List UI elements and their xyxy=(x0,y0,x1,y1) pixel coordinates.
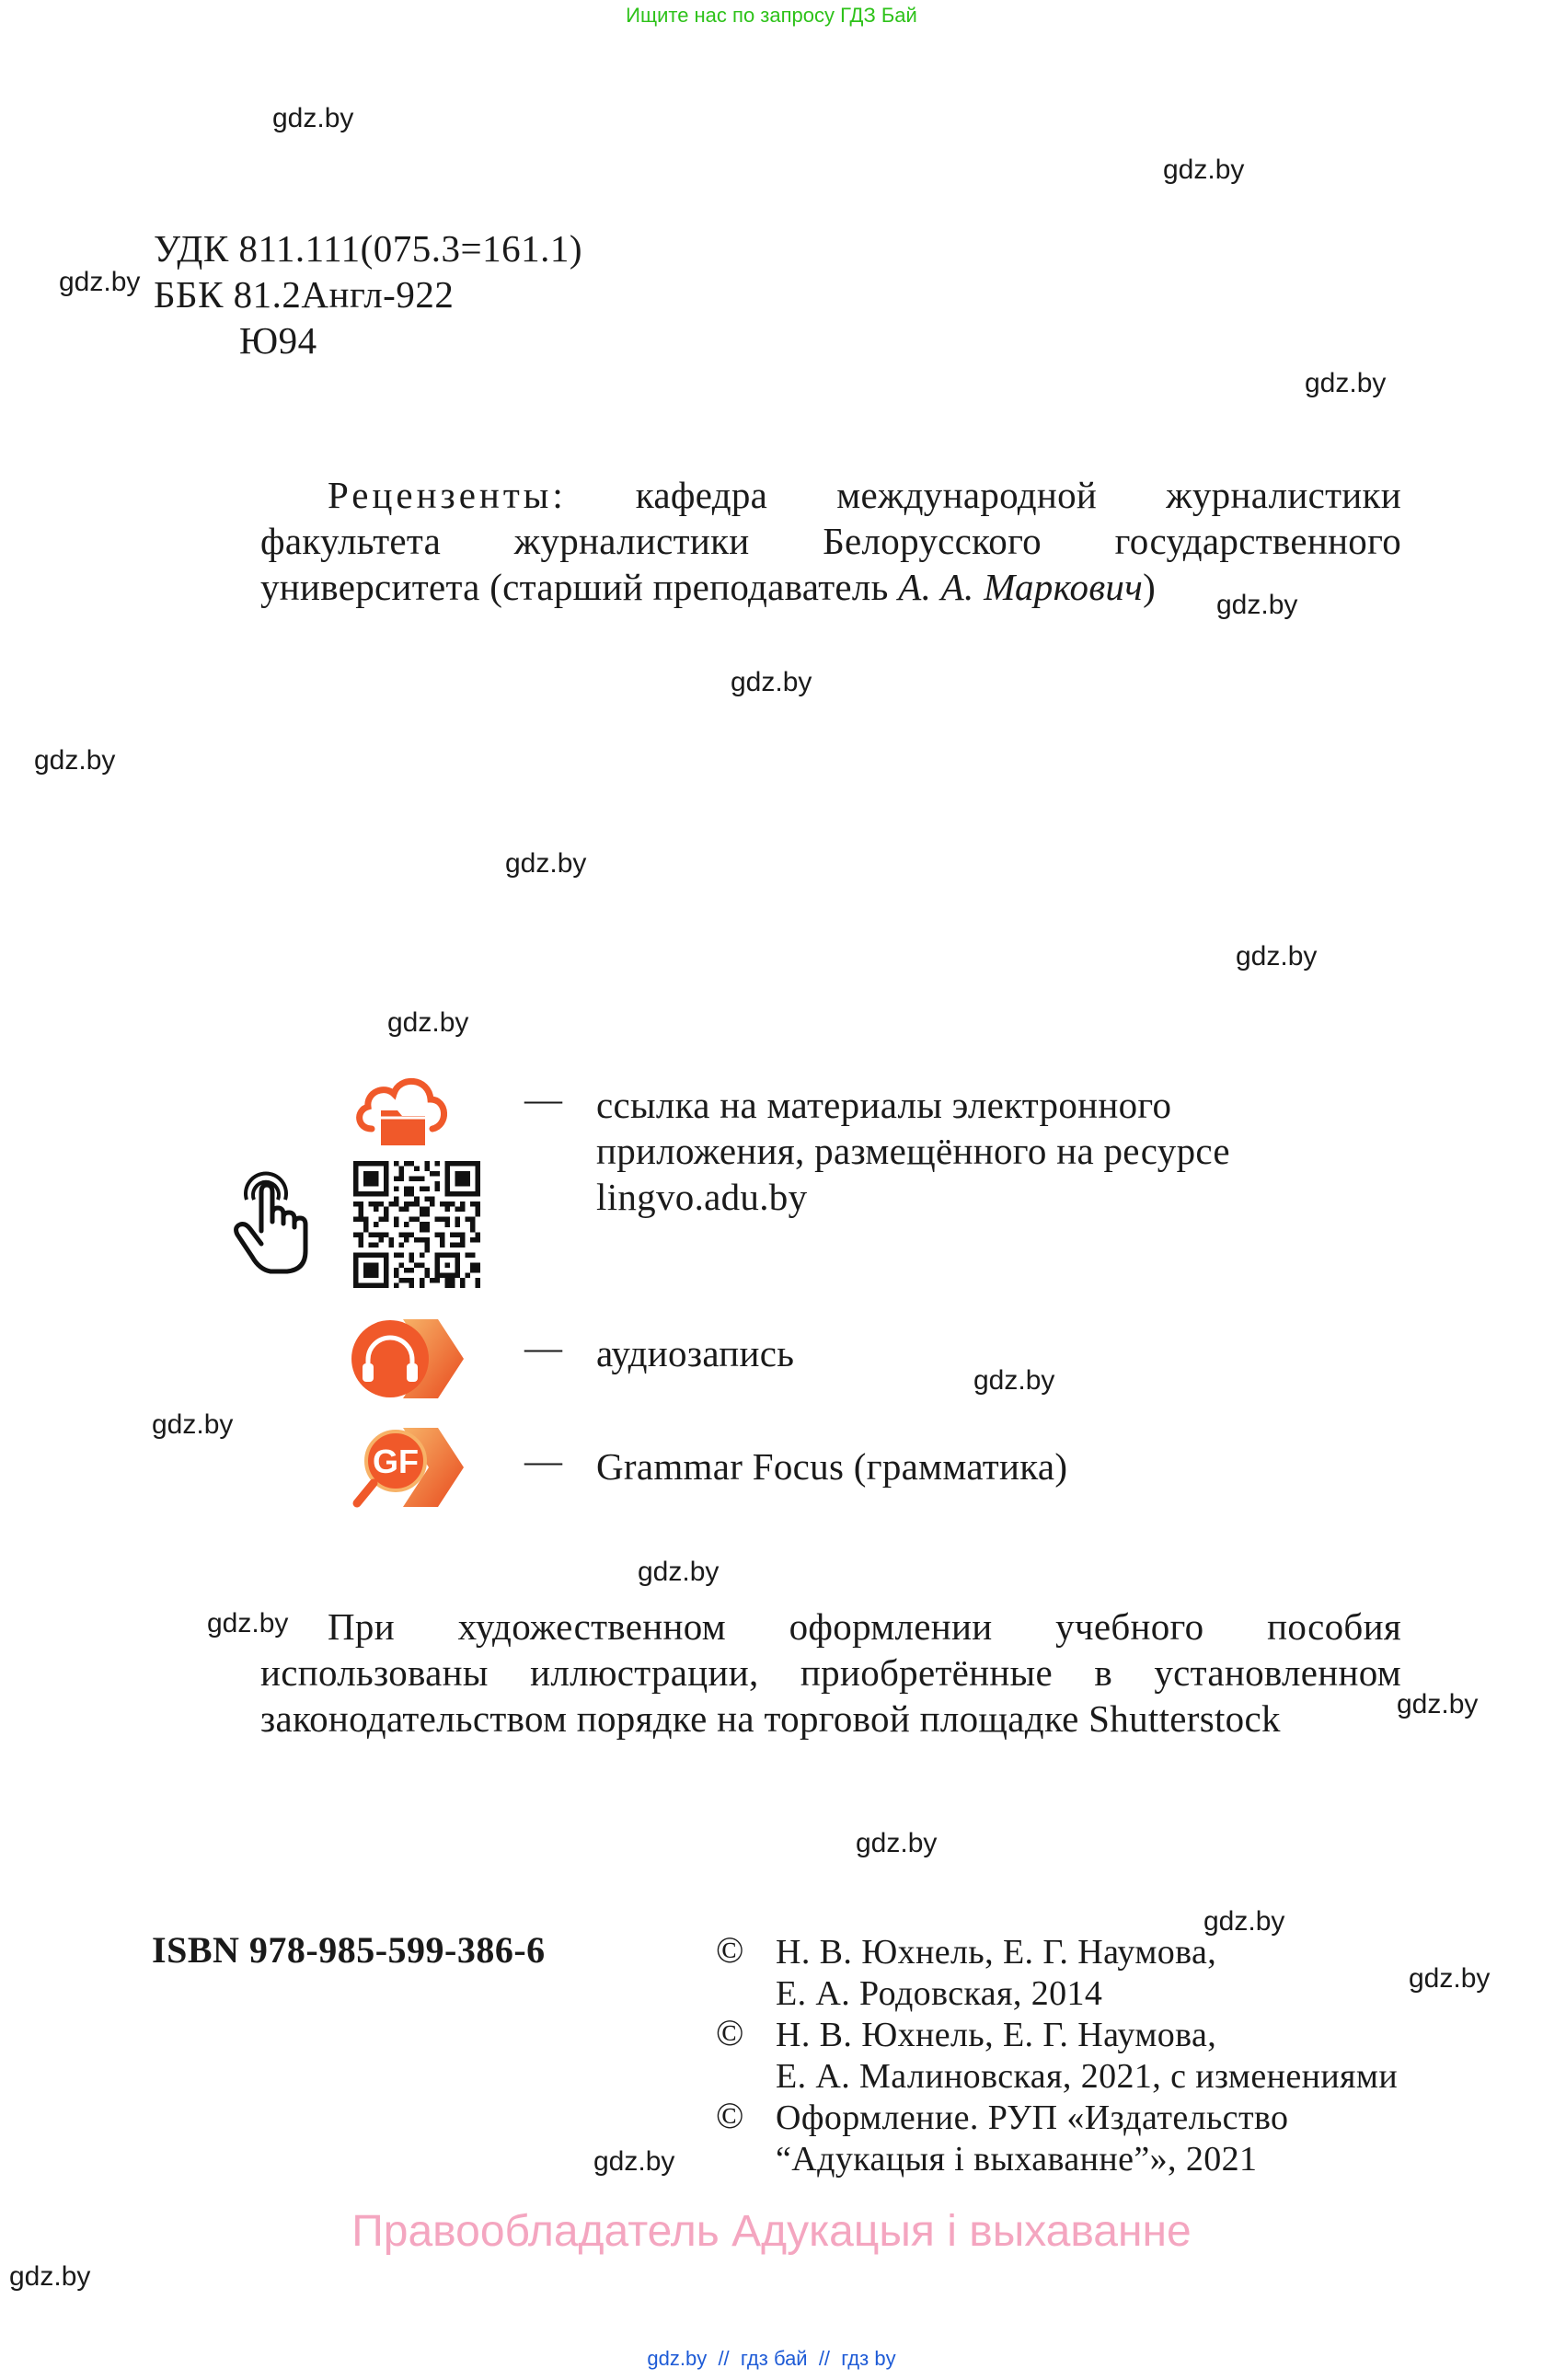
watermark: gdz.by xyxy=(34,745,116,776)
touch-hand-icon xyxy=(228,1167,311,1277)
copyright-symbol: © xyxy=(716,2095,744,2136)
copyright-1-line1: Н. В. Юхнель, Е. Г. Наумова, xyxy=(776,1933,1217,1972)
watermark: gdz.by xyxy=(1163,155,1245,185)
audio-icon xyxy=(350,1316,466,1402)
watermark: gdz.by xyxy=(856,1828,938,1858)
reviewers-label: Рецензенты: xyxy=(328,474,567,516)
copyright-3-line1: Оформление. РУП «Издательство xyxy=(776,2098,1289,2137)
qr-code[interactable] xyxy=(353,1161,480,1288)
gf-badge-label: GF xyxy=(373,1443,419,1480)
author-mark: Ю94 xyxy=(239,319,317,362)
watermark: gdz.by xyxy=(1216,590,1298,620)
reviewers-paragraph xyxy=(260,472,1401,610)
legend-dash: — xyxy=(524,1439,562,1481)
illustrations-note: При художественном оформлении учебного пособия использованы иллюстрации, приобретённые в установленном законодательством порядке на торговой площадке Shutterstock xyxy=(260,1605,1401,1740)
search-banner: Ищите нас по запросу ГДЗ Бай xyxy=(626,4,917,27)
isbn: ISBN 978-985-599-386-6 xyxy=(152,1929,546,1971)
reviewer-name: А. А. Маркович xyxy=(898,566,1144,608)
copyright-2-line1: Н. В. Юхнель, Е. Г. Наумова, xyxy=(776,2016,1217,2054)
copyright-symbol: © xyxy=(716,2012,744,2053)
grammar-focus-icon xyxy=(350,1424,466,1511)
legend-link-text: ссылка на материалы электронного приложения, размещённого на ресурсе lingvo.adu.by xyxy=(596,1084,1230,1218)
watermark: gdz.by xyxy=(1203,1906,1285,1937)
watermark: gdz.by xyxy=(387,1007,469,1038)
watermark: gdz.by xyxy=(1236,941,1318,972)
watermark: gdz.by xyxy=(1397,1689,1479,1719)
legend-dash: — xyxy=(524,1326,562,1368)
watermark: gdz.by xyxy=(593,2146,675,2177)
legend-audio-text: аудиозапись xyxy=(596,1332,795,1374)
watermark: gdz.by xyxy=(1305,368,1387,398)
legend-grammar-text: Grammar Focus (грамматика) xyxy=(596,1445,1068,1488)
copyright-2-line2: Е. А. Малиновская, 2021, с изменениями xyxy=(776,2057,1399,2096)
watermark: gdz.by xyxy=(638,1557,720,1587)
watermark: gdz.by xyxy=(1409,1963,1491,1994)
watermark: gdz.by xyxy=(505,848,587,879)
copyright-symbol: © xyxy=(716,1929,744,1971)
watermark: gdz.by xyxy=(152,1409,234,1440)
footer-links[interactable]: gdz.by // гдз бай // гдз by xyxy=(647,2347,896,2370)
copyright-3-line2: “Адукацыя і выхаванне”», 2021 xyxy=(776,2140,1258,2179)
watermark: gdz.by xyxy=(207,1608,289,1638)
bbk-code: ББК 81.2Англ-922 xyxy=(154,273,455,316)
reviewers-text: кафедра международной журналистики факультета журналистики Белорусского государственного университета (старший преподаватель xyxy=(260,474,1401,608)
reviewers-close: ) xyxy=(1143,566,1157,608)
watermark: gdz.by xyxy=(59,267,141,297)
rights-holder: Правообладатель Адукацыя і выхаванне xyxy=(351,2207,1192,2256)
watermark: gdz.by xyxy=(9,2261,91,2292)
legend-dash: — xyxy=(524,1077,562,1120)
watermark: gdz.by xyxy=(272,103,354,133)
watermark: gdz.by xyxy=(731,667,812,697)
cloud-folder-icon xyxy=(351,1072,453,1147)
watermark: gdz.by xyxy=(973,1365,1055,1396)
udk-code: УДК 811.111(075.3=161.1) xyxy=(154,227,583,270)
copyright-1-line2: Е. А. Родовская, 2014 xyxy=(776,1974,1103,2013)
